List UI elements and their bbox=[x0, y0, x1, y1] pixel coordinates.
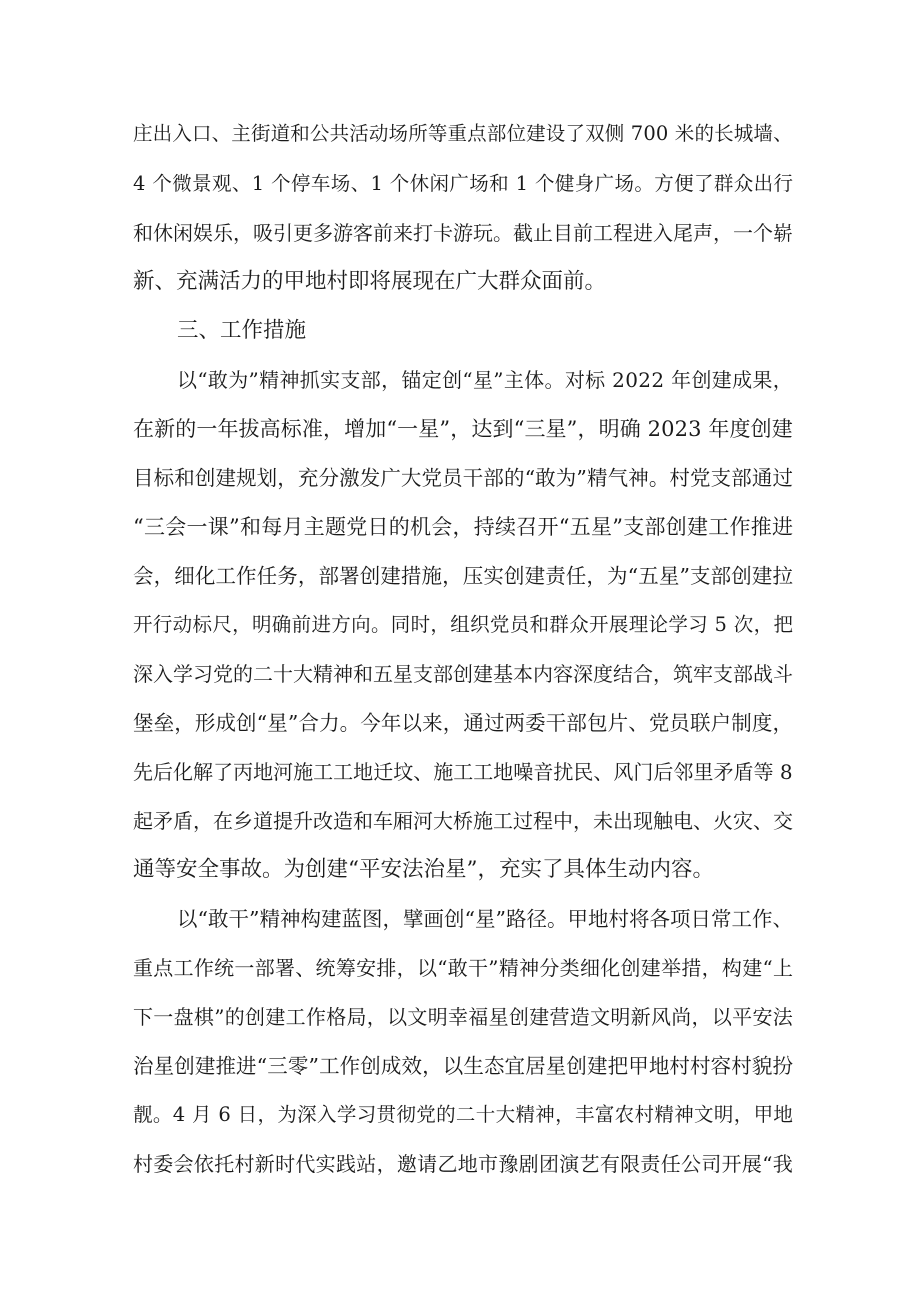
text-line: 在 新 的 一 年 拔 高 标 准 ， 增 加 “ 一 星 ” ， 达 到 “ 三 星 ” ， 明 确 2 0 2 3 年 度 创 建 bbox=[133, 417, 793, 441]
text-line: 开 行 动 标 尺 ， 明 确 前 进 方 向 。 同 时 ， 组 织 党 员 和 群 众 开 展 理 论 学 习 5 次 ， 把 bbox=[133, 613, 793, 636]
text-line: 目 标 和 创 建 规 划 ， 充 分 激 发 广 大 党 员 干 部 的 “ 敢 为 ” 精 气 神 。 村 党 支 部 通 过 bbox=[133, 466, 793, 490]
text-line: 和 休 闲 娱 乐 ， 吸 引 更 多 游 客 前 来 打 卡 游 玩 。 截 止 目 前 工 程 进 入 尾 声 ， 一 个 崭 bbox=[133, 221, 793, 245]
section-heading: 三、工作措施 bbox=[177, 318, 307, 343]
text-line: 靓 。 4 月 6 日 ， 为 深 入 学 习 贯 彻 党 的 二 十 大 精 神 ， 丰 富 农 村 精 神 文 明 ， 甲 地 bbox=[133, 1103, 793, 1126]
text-line: 庄 出 入 口 、 主 街 道 和 公 共 活 动 场 所 等 重 点 部 位 建 设 了 双 侧 7 0 0 米 的 长 城 墙 、 bbox=[133, 122, 793, 145]
text-line: “ 三 会 一 课 ” 和 每 月 主 题 党 日 的 机 会 ， 持 续 召 开 “ 五 星 ” 支 部 创 建 工 作 推 进 bbox=[133, 515, 793, 539]
text-line: 4 个 微 景 观 、 1 个 停 车 场 、 1 个 休 闲 广 场 和 1 个 健 身 广 场 。 方 便 了 群 众 出 行 bbox=[133, 172, 793, 195]
text-line: 以 “ 敢 为 ” 精 神 抓 实 支 部 ， 锚 定 创 “ 星 ” 主 体 。 对 标 2 0 2 2 年 创 建 成 果 ， bbox=[177, 368, 793, 392]
text-line: 先 后 化 解 了 丙 地 河 施 工 工 地 迁 坟 、 施 工 工 地 噪 音 扰 民 、 风 门 后 邻 里 矛 盾 等 8 bbox=[133, 760, 793, 784]
text-line: 深 入 学 习 党 的 二 十 大 精 神 和 五 星 支 部 创 建 基 本 内 容 深 度 结 合 ， 筑 牢 支 部 战 斗 bbox=[133, 662, 793, 686]
text-line: 治 星 创 建 推 进 “ 三 零 ” 工 作 创 成 效 ， 以 生 态 宜 居 星 创 建 把 甲 地 村 村 容 村 貌 扮 bbox=[133, 1054, 793, 1078]
text-line: 堡 垒 ， 形 成 创 “ 星 ” 合 力 。 今 年 以 来 ， 通 过 两 委 干 部 包 片 、 党 员 联 户 制 度 ， bbox=[133, 711, 793, 735]
text-line: 村 委 会 依 托 村 新 时 代 实 践 站 ， 邀 请 乙 地 市 豫 剧 团 演 艺 有 限 责 任 公 司 开 展 “ 我 bbox=[133, 1152, 793, 1176]
text-line: 重 点 工 作 统 一 部 署 、 统 筹 安 排 ， 以 “ 敢 干 ” 精 神 分 类 细 化 创 建 举 措 ， 构 建 “ 上 bbox=[133, 956, 793, 980]
text-line: 起 矛 盾 ， 在 乡 道 提 升 改 造 和 车 厢 河 大 桥 施 工 过 程 中 ， 未 出 现 触 电 、 火 灾 、 交 bbox=[133, 809, 793, 833]
text-line: 以 “ 敢 干 ” 精 神 构 建 蓝 图 ， 擘 画 创 “ 星 ” 路 径 。 甲 地 村 将 各 项 日 常 工 作 、 bbox=[177, 907, 793, 931]
text-line: 通等安全事故。为创建“平安法治星”，充实了具体生动内容。 bbox=[133, 857, 714, 882]
text-line: 会 ， 细 化 工 作 任 务 ， 部 署 创 建 措 施 ， 压 实 创 建 责 任 ， 为 “ 五 星 ” 支 部 创 建 拉 bbox=[133, 564, 793, 588]
text-line: 新、充满活力的甲地村即将展现在广大群众面前。 bbox=[133, 269, 607, 294]
text-line: 下 一 盘 棋 ” 的 创 建 工 作 格 局 ， 以 文 明 幸 福 星 创 建 营 造 文 明 新 风 尚 ， 以 平 安 法 bbox=[133, 1005, 793, 1029]
